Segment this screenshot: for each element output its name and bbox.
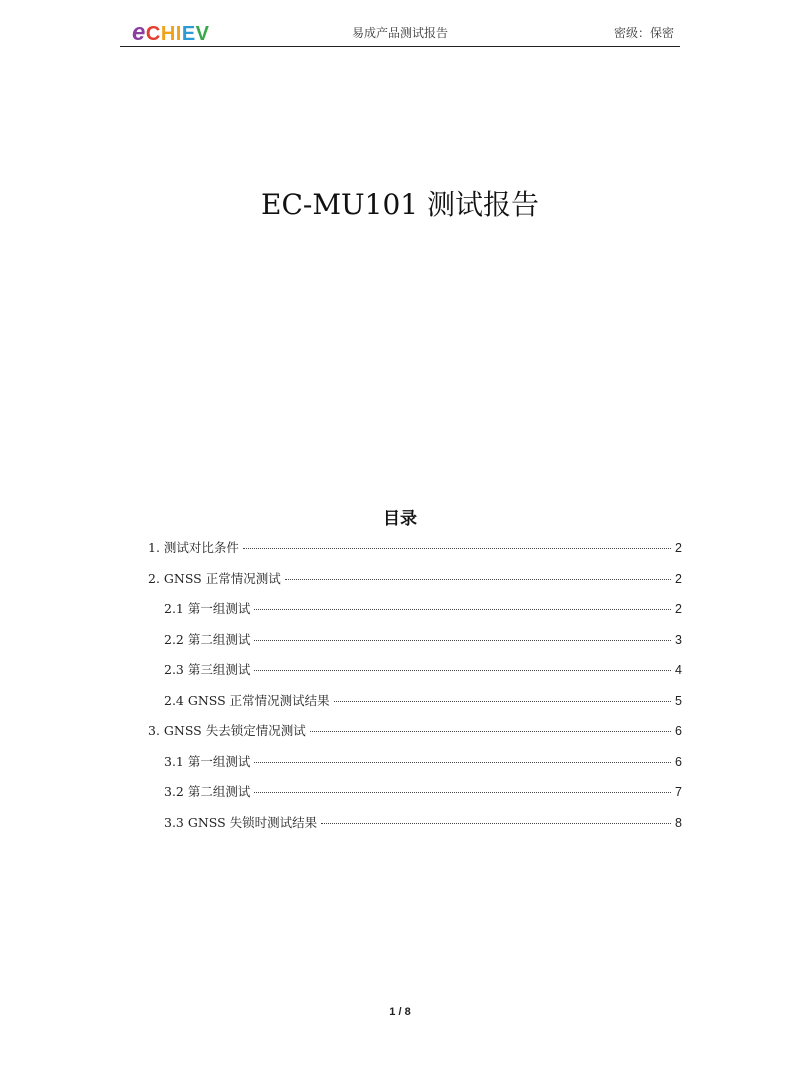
logo-letter: HI (160, 23, 182, 45)
toc-item[interactable] (148, 691, 682, 722)
toc-item-page: 5 (675, 693, 682, 708)
toc-item[interactable] (148, 721, 682, 752)
toc-item-page: 7 (675, 785, 682, 799)
toc-item-label: 2.1 第一组测试 (164, 601, 251, 616)
toc-leader-dots (310, 730, 671, 732)
logo-letter: e (132, 19, 146, 46)
toc-leader-dots (243, 547, 671, 549)
toc-item-page: 2 (675, 571, 682, 586)
toc-item-page: 2 (675, 602, 682, 616)
toc-item-label: 3. GNSS 失去锁定情况测试 (148, 723, 306, 738)
toc-leader-dots (285, 578, 671, 580)
toc-item-label: 2.3 第三组测试 (164, 662, 251, 677)
logo-letter: E (181, 23, 196, 45)
toc-leader-dots (254, 669, 671, 671)
toc-item[interactable] (148, 599, 682, 630)
toc-item[interactable] (148, 660, 682, 691)
toc-leader-dots (254, 639, 671, 641)
toc-leader-dots (321, 822, 671, 824)
toc-item-page: 8 (675, 815, 682, 830)
toc-item[interactable] (148, 569, 682, 600)
header-classification: 密级：保密 (613, 26, 674, 40)
toc-item[interactable] (148, 630, 682, 661)
toc-leader-dots (254, 608, 671, 610)
logo-letter: V (195, 23, 210, 45)
toc-item-page: 3 (675, 632, 682, 647)
toc-leader-dots (334, 700, 671, 702)
toc-item[interactable] (148, 752, 682, 783)
table-of-contents (148, 538, 682, 843)
toc-item-page: 2 (675, 541, 682, 555)
toc-item-label: 2.2 第二组测试 (164, 631, 251, 647)
toc-item-page: 6 (675, 754, 682, 769)
toc-item[interactable] (148, 538, 682, 569)
toc-item-label: 1. 测试对比条件 (148, 540, 239, 555)
toc-leader-dots (254, 791, 671, 793)
toc-item-label: 2. GNSS 正常情况测试 (148, 570, 281, 586)
toc-leader-dots (254, 761, 671, 763)
page-number: 1 / 8 (389, 1006, 411, 1018)
toc-item-label: 3.1 第一组测试 (164, 753, 251, 769)
toc-item-label: 2.4 GNSS 正常情况测试结果 (164, 692, 330, 708)
toc-item-page: 6 (675, 724, 682, 738)
logo-letter: C (145, 23, 161, 45)
toc-item-page: 4 (675, 663, 682, 677)
toc-item-label: 3.2 第二组测试 (164, 784, 251, 799)
document-title: EC-MU101 测试报告 (261, 188, 539, 221)
toc-item[interactable] (148, 813, 682, 844)
toc-item[interactable] (148, 782, 682, 813)
page-header (120, 20, 680, 47)
toc-heading: 目录 (383, 509, 417, 529)
toc-item-label: 3.3 GNSS 失锁时测试结果 (164, 814, 318, 830)
header-report-name: 易成产品测试报告 (351, 26, 448, 40)
